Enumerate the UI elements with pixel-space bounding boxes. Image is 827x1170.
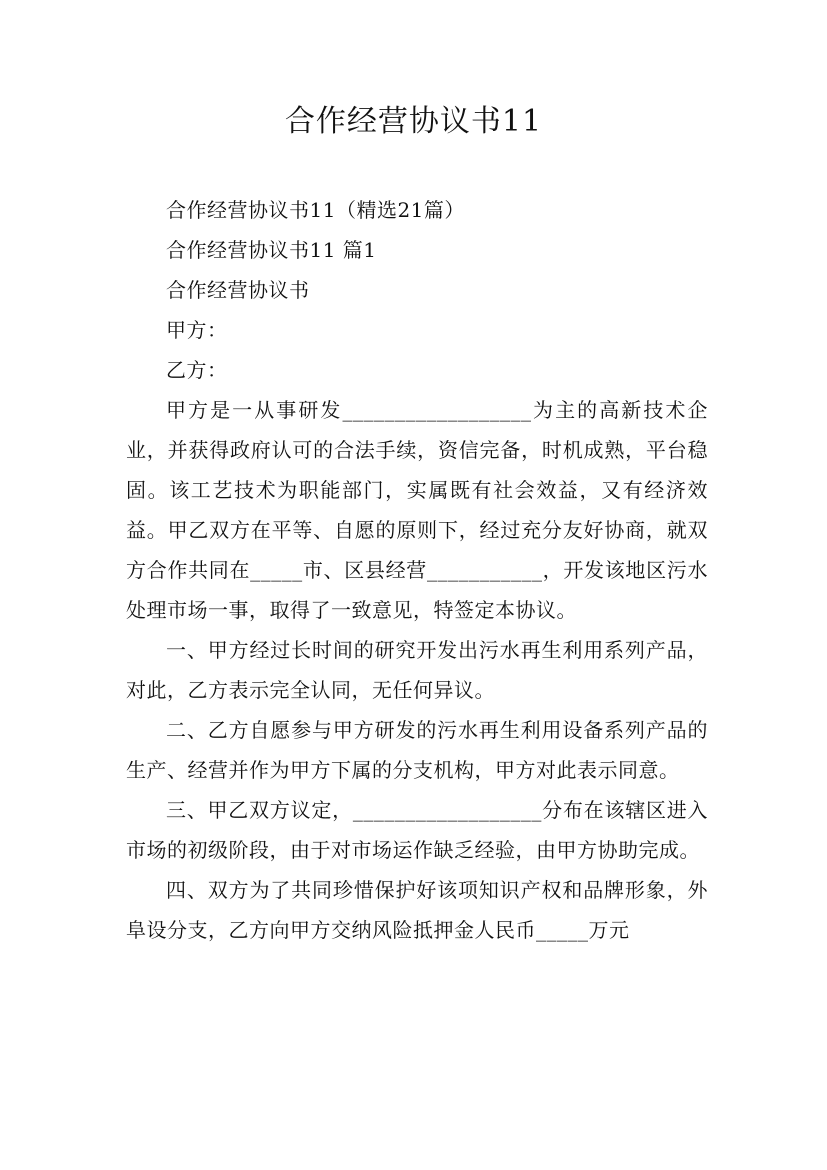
agreement-heading: 合作经营协议书: [166, 278, 310, 302]
clause-1: 一、甲方经过长时间的研究开发出污水再生利用系列产品，对此，乙方表示完全认同，无任何异议。: [126, 638, 708, 702]
document-title: 合作经营协议书11: [284, 104, 543, 139]
clause-4: 四、双方为了共同珍惜保护好该项知识产权和品牌形象，外阜设分支，乙方向甲方交纳风险抵押金人民币_____万元: [126, 878, 708, 942]
clause-3: 三、甲乙双方议定，__________________分布在该辖区进入市场的初级阶段，由于对市场运作缺乏经验，由甲方协助完成。: [126, 798, 708, 862]
section-heading: 合作经营协议书11 篇1: [166, 238, 377, 262]
document-body: [126, 190, 708, 950]
clause-2: 二、乙方自愿参与甲方研发的污水再生利用设备系列产品的生产、经营并作为甲方下属的分支机构，甲方对此表示同意。: [126, 718, 708, 782]
party-b-label: 乙方：: [166, 358, 228, 382]
party-a-label: 甲方：: [166, 318, 228, 342]
subtitle-line: 合作经营协议书11（精选21篇）: [166, 198, 465, 222]
intro-paragraph: 甲方是一从事研发__________________为主的高新技术企业，并获得政府认可的合法手续，资信完备，时机成熟，平台稳固。该工艺技术为职能部门，实属既有社会效益，又有经济效益。甲乙双方在平等、自愿的原则下，经过充分友好协商，就双方合作共同在_____市、区县经营___________，开发该地区污水处理市场一事，取得了一致意见，特签定本协议。: [126, 398, 708, 622]
